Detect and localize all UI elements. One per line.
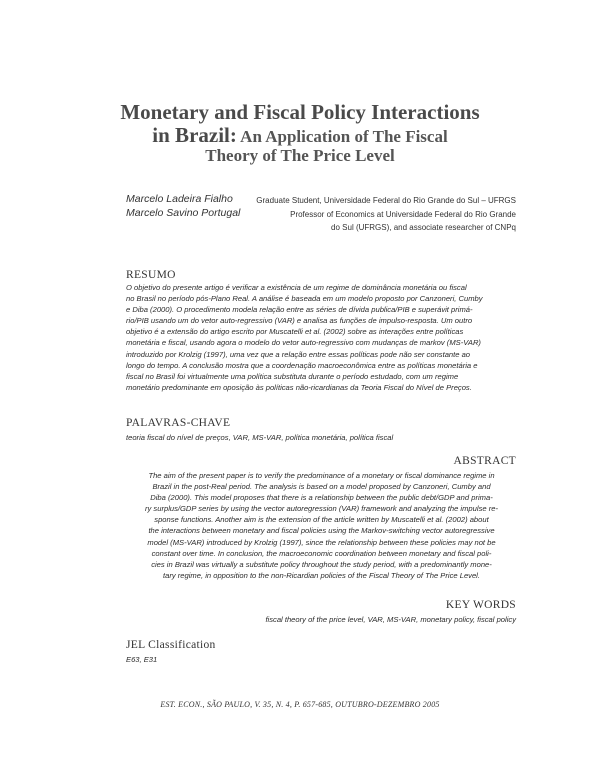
abstract-body [126, 470, 517, 581]
resumo-line: longo do tempo. A conclusão mostra que a coordenação macroeconômica entre as políticas monetária e [126, 360, 478, 370]
resumo-line: fiscal no Brasil foi virtualmente uma política substituta durante o período estudado, com um regime [126, 371, 459, 381]
jel-codes: E63, E31 [126, 655, 158, 664]
resumo-line: monetário predominante em oposição às políticas não-ricardianas da Teoria Fiscal do Nível de Preços. [126, 382, 472, 392]
abstract-line: tary regime, in opposition to the non-Ricardian policies of the Fiscal Theory of The Price Level. [163, 570, 480, 580]
abstract-line: constant over time. In conclusion, the macroeconomic coordination between monetary and fiscal poli- [151, 548, 492, 558]
abstract-line: the interactions between monetary and fiscal policies using the Markov-switching vector autoregressive [148, 526, 495, 536]
abstract-line: ry surplus/GDP series by using the vector autoregression (VAR) framework and analyzing the impulse re- [145, 504, 498, 514]
title-line-3: Theory of The Price Level [205, 146, 395, 165]
affiliation-1: Graduate Student, Universidade Federal do Rio Grande do Sul – UFRGS [256, 196, 516, 205]
title-line-2-rest: An Application of The Fiscal [236, 127, 448, 146]
resumo-line: O objetivo do presente artigo é verificar a existência de um regime de dominância monetária ou fiscal [126, 283, 467, 292]
resumo-line: rio/PIB usando um do vetor auto-regressivo (VAR) e analisa as funções de impulso-resposta. Um outro [126, 316, 473, 326]
palavras-heading: PALAVRAS-CHAVE [126, 417, 231, 429]
title-line-1: Monetary and Fiscal Policy Interactions [120, 100, 480, 124]
journal-footer: EST. ECON., SÃO PAULO, V. 35, N. 4, P. 657-685, OUTUBRO-DEZEMBRO 2005 [160, 700, 440, 709]
title-line-2-bold: in Brazil: [152, 123, 237, 147]
jel-heading: JEL Classification [126, 639, 216, 651]
resumo-line: objetivo é a extensão do artigo escrito por Muscatelli et al. (2002) sobre as interações entre políticas [126, 327, 464, 337]
abstract-line: model (MS-VAR) introduced by Krolzig (1997), since the relationship between these policies may not be [147, 537, 496, 547]
resumo-heading: RESUMO [126, 269, 176, 281]
keywords-text: fiscal theory of the price level, VAR, MS-VAR, monetary policy, fiscal policy [265, 615, 516, 624]
abstract-line: Brazil in the post-Real period. The analysis is based on a model proposed by Canzoneri, Cumby and [152, 482, 491, 492]
abstract-line: Diba (2000). This model proposes that there is a relationship between the public debt/GDP and prima- [150, 493, 493, 503]
abstract-heading: ABSTRACT [453, 455, 516, 467]
author-2: Marcelo Savino Portugal [126, 207, 241, 219]
title-line-2 [0, 123, 600, 148]
resumo-line: e Diba (2000). O procedimento modela relação entre as séries de dívida publica/PIB e superávit primá- [126, 305, 473, 315]
affiliation-3: do Sul (UFRGS), and associate researcher of CNPq [331, 223, 516, 232]
resumo-line: introduzido por Krolzig (1997), uma vez que a relação entre essas políticas pode não ser constante ao [126, 349, 471, 359]
abstract-line: sponse functions. Another aim is the extension of the article written by Muscatelli et al. (2002) about [154, 515, 489, 525]
resumo-body [126, 282, 518, 393]
abstract-line: The aim of the present paper is to verify the predominance of a monetary or fiscal dominance regime in [148, 471, 495, 480]
resumo-line: no Brasil no período pós-Plano Real. A análise é baseada em um modelo proposto por Canzoneri, Cumby [126, 294, 483, 304]
abstract-line: cies in Brazil was virtually a substitute policy throughout the study period, with a predominantly mone- [151, 559, 492, 569]
keywords-heading: KEY WORDS [445, 599, 516, 611]
palavras-text: teoria fiscal do nível de preços, VAR, MS-VAR, política monetária, política fiscal [126, 433, 394, 442]
resumo-line: monetária e fiscal, usando agora o modelo do vetor auto-regressivo com mudanças de markov (MS-VAR) [126, 338, 481, 348]
affiliation-2: Professor of Economics at Universidade Federal do Rio Grande [290, 210, 516, 219]
author-1: Marcelo Ladeira Fialho [126, 193, 233, 205]
